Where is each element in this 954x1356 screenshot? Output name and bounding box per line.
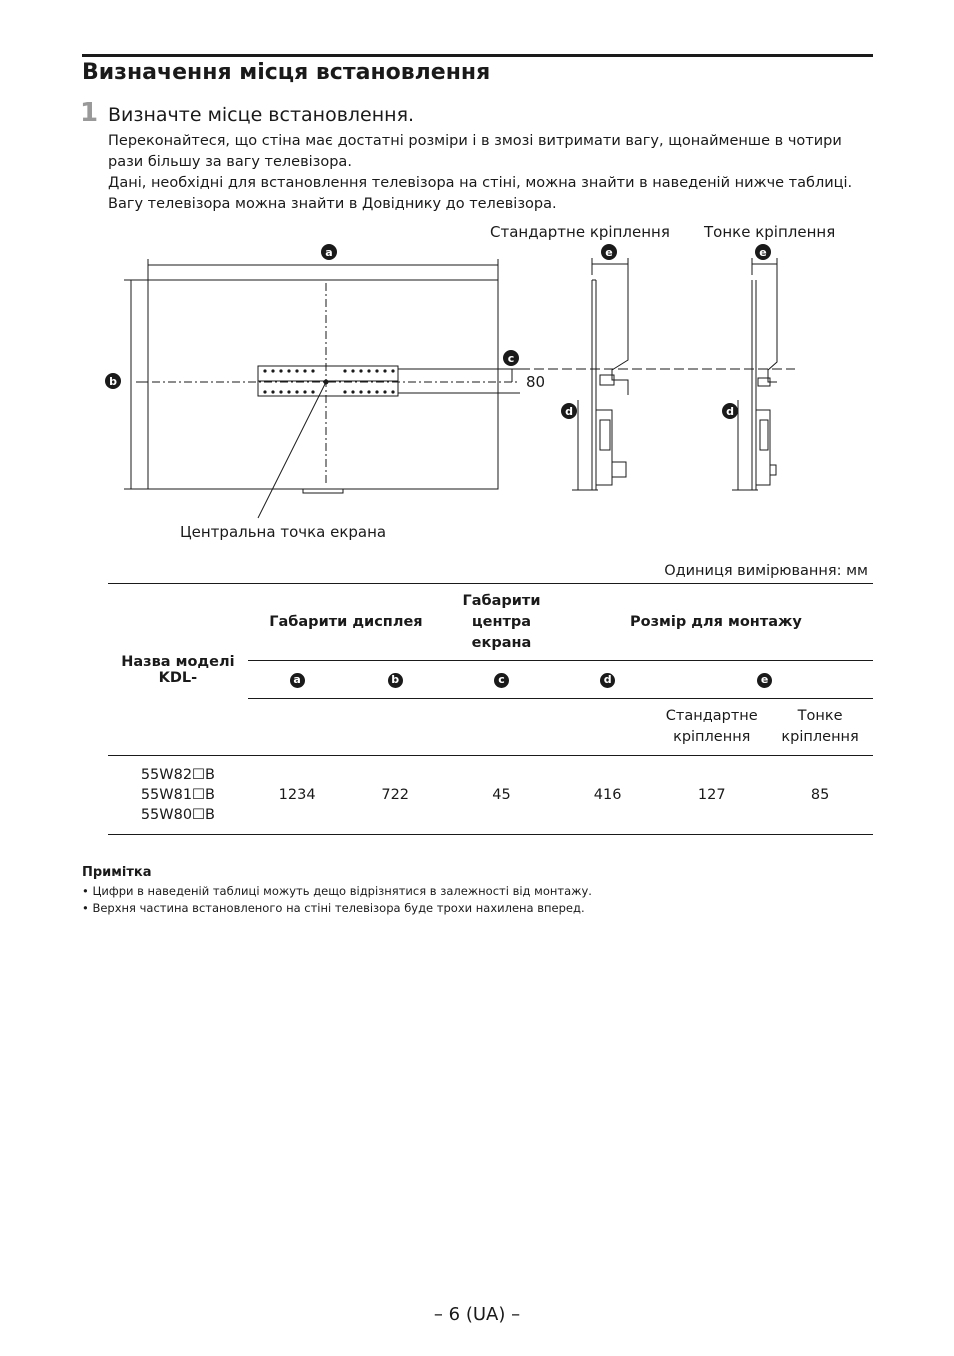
- note-item: • Цифри в наведеній таблиці можуть дещо відрізнятися в залежності від монтажу.: [82, 884, 592, 898]
- standard-mount-label: Стандартне кріплення: [490, 223, 670, 241]
- svg-text:d: d: [565, 405, 573, 418]
- step-paragraph-2: Дані, необхідні для встановлення телевізора на стіні, можна знайти в наведеній нижче таблиці. Вагу телевізора можна знайти в Довіднику до телевізора.: [108, 175, 853, 212]
- tv-front-outline: [148, 280, 498, 489]
- page-number: – 6 (UA) –: [433, 1304, 521, 1325]
- note-item: • Верхня частина встановленого на стіні телевізора буде трохи нахилена вперед.: [82, 901, 585, 915]
- unit-label: Одиниця вимірювання: мм: [664, 563, 868, 579]
- col-marker-b: b: [388, 673, 403, 688]
- value-e-thin: 85: [767, 756, 873, 835]
- thin-mount-label: Тонке кріплення: [704, 223, 836, 241]
- col-marker-c: c: [494, 673, 509, 688]
- header-mount-size: Розмір для монтажу: [559, 584, 873, 661]
- header-model: Назва моделі KDL-: [108, 584, 248, 756]
- sub-thin: Тонке кріплення: [767, 699, 873, 756]
- title-rule: [82, 54, 873, 57]
- header-center-dims: Габарити центра екрана: [444, 584, 559, 661]
- svg-text:e: e: [605, 246, 613, 259]
- center-point-label: Центральна точка екрана: [180, 523, 387, 541]
- model-name: 55W81☐B: [140, 787, 215, 803]
- step-paragraph-1: Переконайтеся, що стіна має достатні розміри і в змозі витримати вагу, щонайменше в чотири рази більшу за вагу телевізора.: [108, 133, 842, 170]
- side-view-standard: [572, 258, 628, 490]
- marker-a: [321, 244, 337, 260]
- value-e-standard: 127: [656, 756, 767, 835]
- page-title: Визначення місця встановлення: [82, 60, 491, 85]
- marker-d-thin: [722, 403, 738, 419]
- step-title: Визначте місце встановлення.: [108, 104, 415, 126]
- svg-text:e: e: [759, 246, 767, 259]
- svg-text:b: b: [109, 375, 117, 388]
- marker-b: [105, 373, 121, 389]
- marker-e-thin: [755, 244, 771, 260]
- value-c: 45: [444, 756, 559, 835]
- svg-text:a: a: [325, 246, 333, 259]
- model-name: 55W82☐B: [140, 767, 215, 783]
- mount-spec-table: [108, 583, 873, 835]
- header-display-dims: Габарити дисплея: [248, 584, 444, 661]
- step-number: 1: [80, 98, 99, 128]
- tv-stand-foot: [303, 489, 343, 493]
- col-marker-a: a: [290, 673, 305, 688]
- svg-text:d: d: [726, 405, 734, 418]
- dim-80-label: 80: [526, 373, 546, 391]
- wall-mount-diagram: [0, 215, 954, 555]
- value-b: 722: [346, 756, 444, 835]
- value-a: 1234: [248, 756, 347, 835]
- marker-d-standard: [561, 403, 577, 419]
- note-title: Примітка: [82, 865, 152, 880]
- svg-text:c: c: [507, 352, 515, 365]
- side-view-thin: [732, 258, 777, 490]
- marker-c: [503, 350, 519, 366]
- model-name: 55W80☐B: [140, 807, 215, 823]
- value-d: 416: [559, 756, 656, 835]
- col-marker-d: d: [600, 673, 615, 688]
- table-row: [108, 756, 873, 835]
- marker-e-standard: [601, 244, 617, 260]
- col-marker-e: e: [757, 673, 772, 688]
- sub-standard: Стандартне кріплення: [656, 699, 767, 756]
